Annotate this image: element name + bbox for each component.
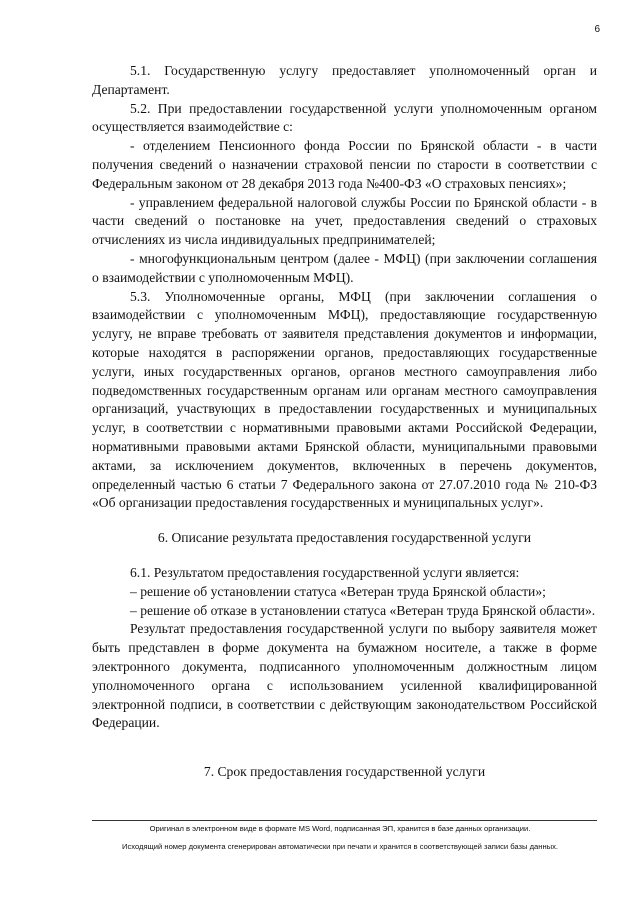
paragraph-5-1: 5.1. Государственную услугу предоставляет уполномоченный орган и Департамент. <box>92 63 597 97</box>
section-spacer <box>92 513 597 529</box>
page-number: 6 <box>594 24 600 35</box>
paragraph-result-form: Результат предоставления государственной услуги по выбору заявителя может быть представлен в форме документа на бумажном носителе, а также в форме электронного документа, подписанного уполномоченным должностным лицом уполномоченного органа с использованием усиленной квалифицированной электронной подписи, в соответствии с действующим законодательством Российской Федерации. <box>92 621 597 731</box>
section-heading-7: 7. Срок предоставления государственной услуги <box>203 764 486 780</box>
section-spacer <box>92 733 597 763</box>
paragraph-5-3: 5.3. Уполномоченные органы, МФЦ (при заключении соглашения о взаимодействии с уполномоченным МФЦ), предоставляющие государственную услугу, не вправе требовать от заявителя представления документов и информации, которые находятся в распоряжении органов, предоставляющих государственные услуги, иных государственных органов, органов местного самоуправления либо подведомственных государственным органам или органам местного самоуправления организаций, участвующих в предоставлении государственных и муниципальных услуг, в соответствии с нормативными правовыми актами Российской Федерации, нормативными правовыми актами Брянской области, муниципальными правовыми актами, за исключением документов, включенных в перечень документов, определенный частью 6 статьи 7 Федерального закона от 27.07.2010 года № 210-ФЗ «Об организации предоставления государственных и муниципальных услуг». <box>92 288 597 511</box>
list-item-pension-fund: - отделением Пенсионного фонда России по Брянской области - в части получения сведений о назначении страховой пенсии по старости в соответствии с Федеральным законом от 28 декабря 2013 года №400-ФЗ «О страховых пенсиях»; <box>92 138 597 191</box>
paragraph-6-1: 6.1. Результатом предоставления государственной услуги является: <box>130 564 520 580</box>
section-spacer <box>92 548 597 564</box>
footer-note-original: Оригинал в электронном виде в формате MS Word, подписанная ЭП, хранится в базе данных организации. <box>149 824 531 833</box>
list-item-tax-service: - управлением федеральной налоговой службы России по Брянской области - в части сведений о постановке на учет, предоставления сведений о страховых отчислениях из числа индивидуальных предпринимателей; <box>92 194 597 248</box>
paragraph-5-2: 5.2. При предоставлении государственной услуги уполномоченным органом осуществляется взаимодействие с: <box>92 100 597 135</box>
list-item-status-refused: – решение об отказе в установлении статуса «Ветеран труда Брянской области». <box>130 602 596 618</box>
document-body <box>92 62 597 782</box>
footer-note-outgoing-number: Исходящий номер документа сгенерирован автоматически при печати и хранится в соответствующей записи базы данных. <box>121 842 558 851</box>
list-item-status-granted: – решение об установлении статуса «Ветеран труда Брянской области»; <box>130 583 546 599</box>
section-heading-6: 6. Описание результата предоставления государственной услуги <box>157 530 532 546</box>
list-item-mfc: - многофункциональным центром (далее - МФЦ) (при заключении соглашения о взаимодействии с уполномоченным МФЦ). <box>92 250 597 285</box>
footer-divider <box>92 820 597 821</box>
